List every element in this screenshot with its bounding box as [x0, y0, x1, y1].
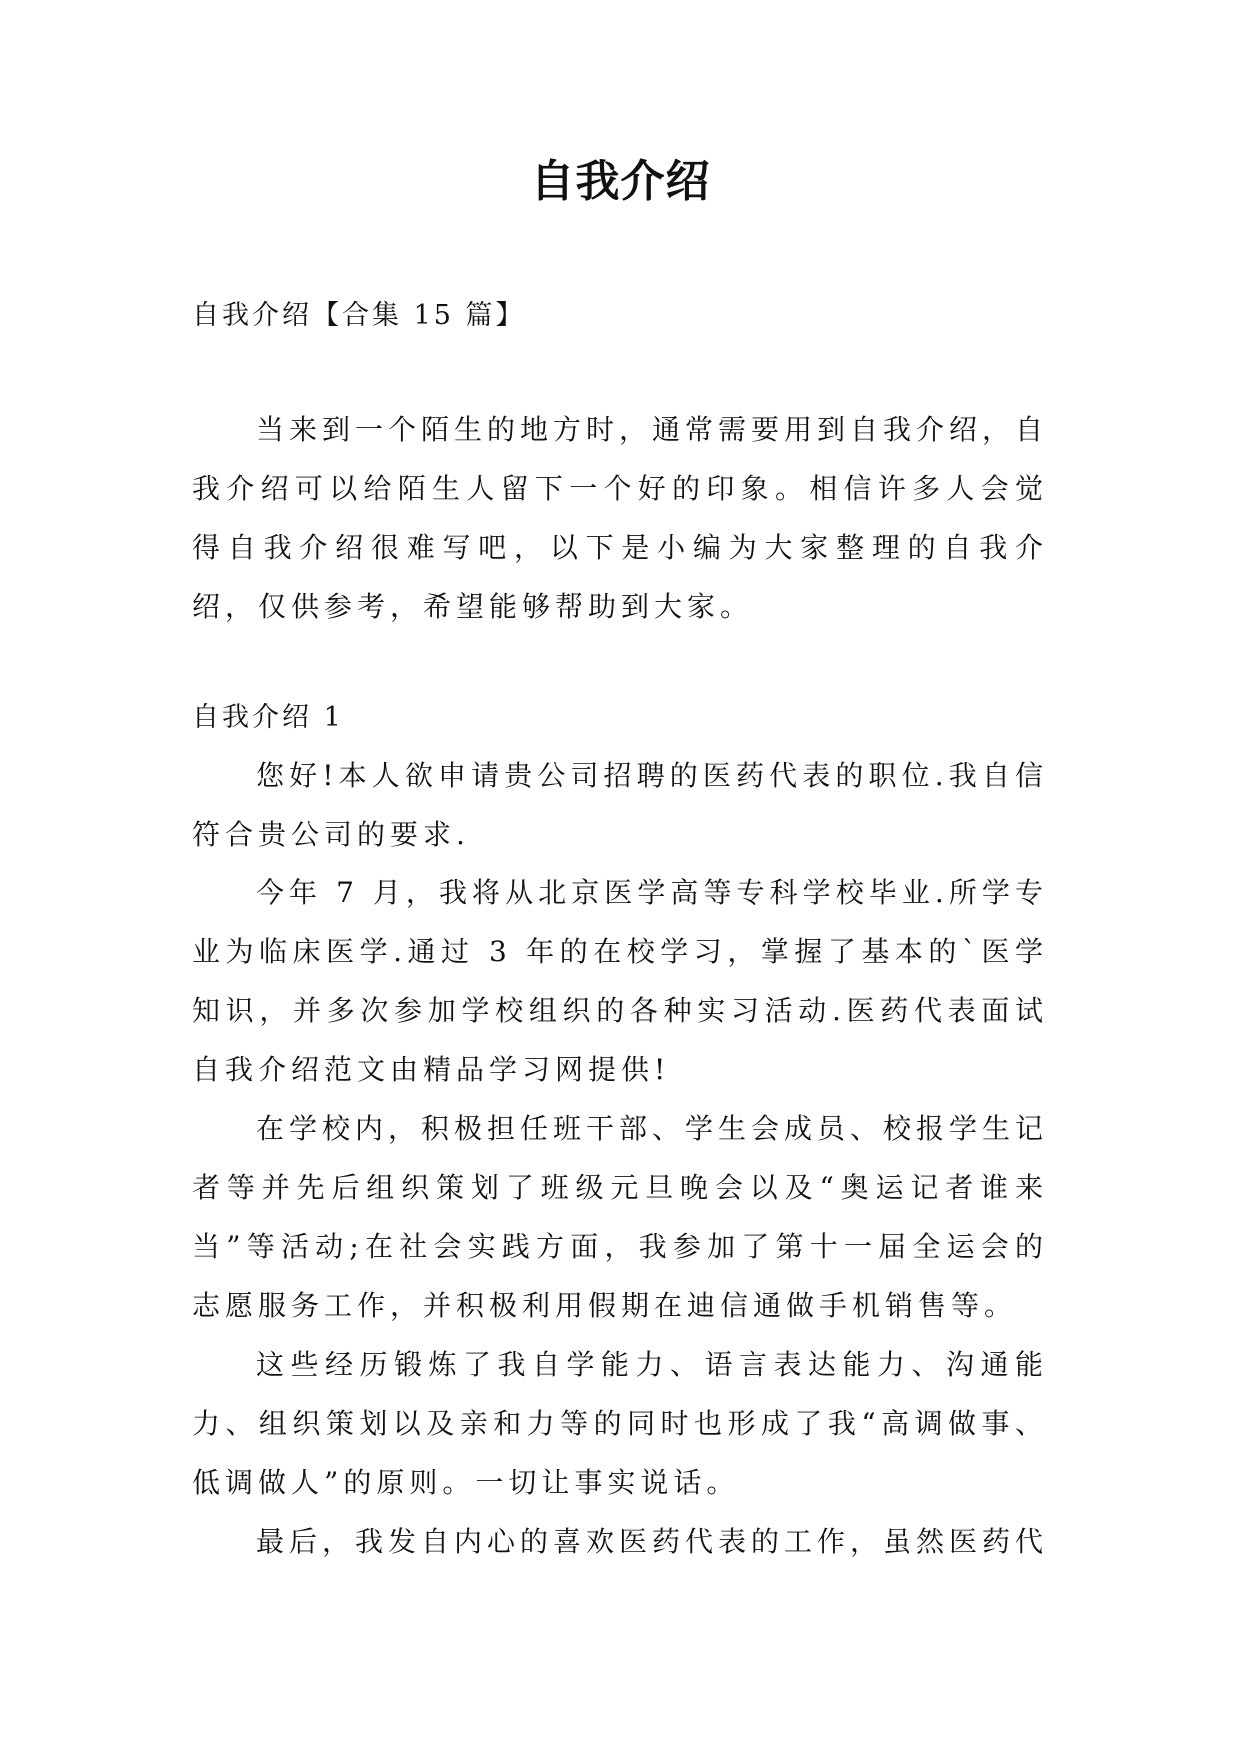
- body-paragraph-2: 今年 7 月，我将从北京医学高等专科学校毕业.所学专业为临床医学.通过 3 年的在校学习，掌握了基本的`医学知识，并多次参加学校组织的各种实习活动.医药代表面试自我介绍范文由精品学习网提供!: [192, 876, 1048, 1086]
- body-paragraph-5: 最后，我发自内心的喜欢医药代表的工作，虽然医药代: [256, 1525, 1049, 1558]
- body-paragraph-4: 这些经历锻炼了我自学能力、语言表达能力、沟通能力、组织策划以及亲和力等的同时也形成了我“高调做事、低调做人”的原则。一切让事实说话。: [192, 1348, 1048, 1499]
- section-heading: 自我介绍 1: [192, 702, 344, 733]
- intro-paragraph: 当来到一个陌生的地方时，通常需要用到自我介绍，自我介绍可以给陌生人留下一个好的印象。相信许多人会觉得自我介绍很难写吧，以下是小编为大家整理的自我介绍，仅供参考，希望能够帮助到大家。: [192, 413, 1049, 623]
- body-paragraph-3: 在学校内，积极担任班干部、学生会成员、校报学生记者等并先后组织策划了班级元旦晚会以及“奥运记者谁来当”等活动;在社会实践方面，我参加了第十一届全运会的志愿服务工作，并积极利用假期在迪信通做手机销售等。: [192, 1112, 1049, 1322]
- body-paragraph-1: 您好!本人欲申请贵公司招聘的医药代表的职位.我自信符合贵公司的要求.: [192, 759, 1048, 851]
- page-title: 自我介绍: [530, 156, 711, 207]
- document-subtitle: 自我介绍【合集 15 篇】: [192, 300, 526, 331]
